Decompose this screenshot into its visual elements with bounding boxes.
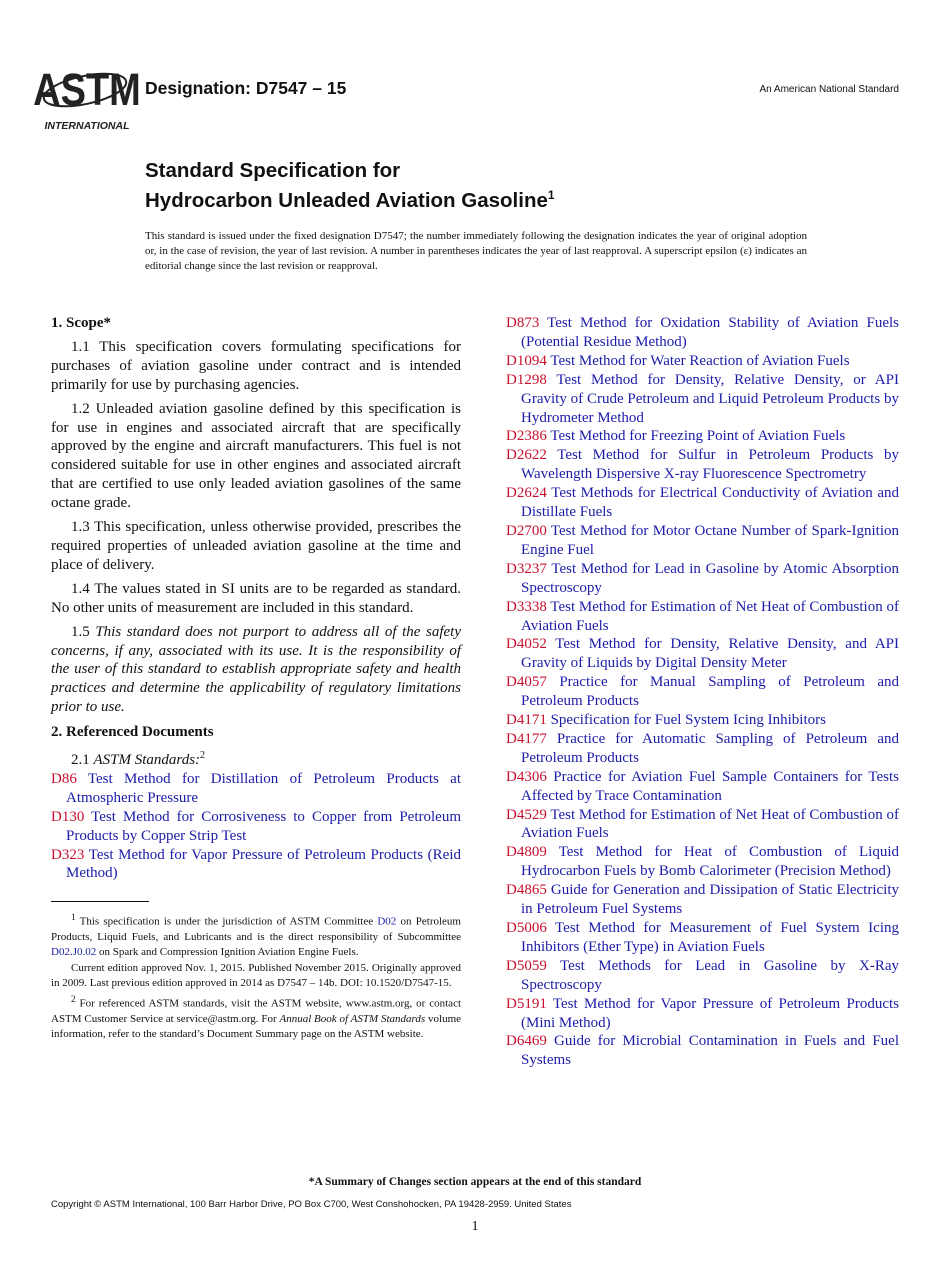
reference-code-link[interactable]: D4057 xyxy=(506,674,547,691)
reference-title-link[interactable]: Test Method for Distillation of Petroleum Products at Atmospheric Pressure xyxy=(66,770,461,806)
reference-title-link[interactable]: Test Method for Estimation of Net Heat of Combustion of Aviation Fuels xyxy=(521,598,899,634)
footnote-marker: 2 xyxy=(71,994,76,1005)
reference-item xyxy=(506,446,899,484)
intro-note: This standard is issued under the fixed designation D7547; the number immediately following the designation indicates the year of original adoption or, in the case of revision, the year of last revision. A number in parentheses indicates the year of last reapproval. A superscript epsilon (ε) indicates an editorial change since the last revision or reapproval. xyxy=(145,230,807,272)
reference-item xyxy=(506,1032,899,1070)
title-line1: Standard Specification for xyxy=(145,159,401,182)
footnote-text: on Petroleum Products, Liquid Fuels, and Lubricants and is the direct responsibility of Subcommittee xyxy=(51,916,461,944)
reference-title-link[interactable]: Test Method for Motor Octane Number of Spark-Ignition Engine Fuel xyxy=(521,522,899,558)
reference-code-link[interactable]: D5191 xyxy=(506,995,547,1012)
reference-code-link[interactable]: D4171 xyxy=(506,712,547,729)
reference-code-link[interactable]: D4177 xyxy=(506,730,547,747)
reference-code-link[interactable]: D4306 xyxy=(506,768,547,785)
reference-title-link[interactable]: Test Method for Corrosiveness to Copper from Petroleum Products by Copper Strip Test xyxy=(66,808,461,844)
reference-item xyxy=(506,919,899,957)
reference-code-link[interactable]: D5006 xyxy=(506,920,547,936)
committee-link[interactable]: D02 xyxy=(377,916,397,929)
reference-code-link[interactable]: D130 xyxy=(51,808,85,825)
reference-list xyxy=(51,770,461,883)
reference-item xyxy=(506,522,899,560)
reference-code-link[interactable]: D873 xyxy=(506,315,540,331)
reference-item xyxy=(506,957,899,995)
reference-code-link[interactable]: D4809 xyxy=(506,844,547,861)
title-line2 xyxy=(145,183,555,213)
astm-logo xyxy=(33,58,141,133)
reference-item xyxy=(506,881,899,919)
designation: Designation: D7547 – 15 xyxy=(145,78,347,98)
footnote-1 xyxy=(51,910,461,960)
reference-item xyxy=(51,808,461,846)
footnote-divider xyxy=(51,901,149,902)
reference-title-link[interactable]: Practice for Aviation Fuel Sample Containers for Tests Affected by Trace Contamination xyxy=(521,768,900,804)
reference-title-link[interactable]: Test Method for Freezing Point of Aviation Fuels xyxy=(550,428,846,445)
reference-title-link[interactable]: Test Methods for Electrical Conductivity of Aviation and Distillate Fuels xyxy=(521,485,899,521)
astm-standards-subheading xyxy=(51,747,461,770)
reference-title-link[interactable]: Test Methods for Lead in Gasoline by X-Ray Spectroscopy xyxy=(521,957,899,993)
scope-para: 1.2 Unleaded aviation gasoline defined by this specification is for use in engines and associated aircraft that are specifically approved by the engine and aircraft manufacturers. This fuel is not considered suitable for use in other engines and associated aircraft that are certified to use only leaded aviation gasolines of the same octane grade. xyxy=(51,400,461,512)
reference-list xyxy=(506,314,899,1070)
edition-note: Current edition approved Nov. 1, 2015. Published November 2015. Originally approved in 2009. Last previous edition approved in 2014 as D7547 – 14b. DOI: 10.1520/D7547-15. xyxy=(51,962,461,990)
footnote-2 xyxy=(51,992,461,1042)
reference-item xyxy=(506,711,899,730)
reference-item xyxy=(506,768,899,806)
reference-title-link[interactable]: Test Method for Vapor Pressure of Petroleum Products (Reid Method) xyxy=(66,846,461,882)
reference-title-link[interactable]: Test Method for Density, Relative Density, or API Gravity of Crude Petroleum and Liquid Petroleum Products by Hydrometer Method xyxy=(521,371,899,426)
footnote-text: on Spark and Compression Ignition Aviation Engine Fuels. xyxy=(98,946,359,959)
reference-item xyxy=(506,598,899,636)
reference-item xyxy=(506,673,899,711)
para-number: 1.5 xyxy=(71,623,90,640)
reference-item xyxy=(51,770,461,808)
scope-para: 1.4 The values stated in SI units are to be regarded as standard. No other units of measurement are included in this standard. xyxy=(51,580,461,616)
reference-item xyxy=(506,635,899,673)
reference-code-link[interactable]: D2622 xyxy=(506,447,547,464)
reference-item xyxy=(506,314,899,352)
summary-of-changes-note: *A Summary of Changes section appears at the end of this standard xyxy=(308,1176,642,1188)
footnote-ref[interactable]: 2 xyxy=(200,750,206,762)
reference-title-link[interactable]: Test Method for Water Reaction of Aviation Fuels xyxy=(550,352,850,369)
reference-title-link[interactable]: Practice for Automatic Sampling of Petroleum and Petroleum Products xyxy=(521,730,899,766)
reference-item xyxy=(51,846,461,884)
reference-item xyxy=(506,427,899,446)
reference-item xyxy=(506,806,899,844)
reference-title-link[interactable]: Specification for Fuel System Icing Inhibitors xyxy=(550,712,826,729)
reference-code-link[interactable]: D6469 xyxy=(506,1033,547,1050)
scope-para: 1.1 This specification covers formulating specifications for purchases of aviation gasoline under contract and is intended primarily for use by purchasing agencies. xyxy=(51,338,461,393)
national-standard-label: An American National Standard xyxy=(759,84,899,95)
reference-code-link[interactable]: D4529 xyxy=(506,806,547,823)
reference-code-link[interactable]: D323 xyxy=(51,846,85,863)
title-footnote-ref[interactable]: 1 xyxy=(547,188,555,202)
reference-item xyxy=(506,352,899,371)
reference-code-link[interactable]: D2624 xyxy=(506,485,547,502)
reference-item xyxy=(506,843,899,881)
reference-title-link[interactable]: Test Method for Measurement of Fuel System Icing Inhibitors (Ether Type) in Aviation Fuels xyxy=(521,920,899,955)
reference-title-link[interactable]: Test Method for Sulfur in Petroleum Products by Wavelength Dispersive X-ray Fluorescence Spectrometry xyxy=(521,447,899,483)
page-number: 1 xyxy=(471,1219,479,1234)
scope-para: 1.3 This specification, unless otherwise provided, prescribes the required properties of unleaded aviation gasoline at the time and place of delivery. xyxy=(51,519,461,573)
reference-code-link[interactable]: D4052 xyxy=(506,636,547,653)
footnote-text: For referenced ASTM standards, visit the ASTM website, www.astm.org, or contact ASTM Customer Service at service@astm.org. For xyxy=(51,997,462,1025)
reference-code-link[interactable]: D5059 xyxy=(506,957,547,974)
reference-item xyxy=(506,995,899,1033)
reference-title-link[interactable]: Test Method for Density, Relative Density, and API Gravity of Liquids by Digital Density Meter xyxy=(521,636,899,672)
reference-code-link[interactable]: D86 xyxy=(51,770,77,787)
subcommittee-link[interactable]: D02.J0.02 xyxy=(51,946,97,959)
title-text: Hydrocarbon Unleaded Aviation Gasoline xyxy=(145,188,548,212)
reference-item xyxy=(506,730,899,768)
footnote-text: This specification is under the jurisdiction of ASTM Committee xyxy=(79,916,374,929)
reference-title-link[interactable]: Practice for Manual Sampling of Petroleum and Petroleum Products xyxy=(521,674,899,710)
reference-title-link[interactable]: Test Method for Oxidation Stability of Aviation Fuels (Potential Residue Method) xyxy=(521,315,900,350)
reference-item xyxy=(506,484,899,522)
reference-code-link[interactable]: D2700 xyxy=(506,522,547,539)
refdocs-heading: 2. Referenced Documents xyxy=(51,724,214,741)
reference-code-link[interactable]: D3338 xyxy=(506,598,547,615)
copyright: Copyright © ASTM International, 100 Barr Harbor Drive, PO Box C700, West Conshohocken, PA 19428-2959. United States xyxy=(51,1199,572,1210)
footnote-marker: 1 xyxy=(71,912,76,923)
reference-title-link[interactable]: Guide for Microbial Contamination in Fuels and Fuel Systems xyxy=(521,1033,899,1069)
reference-title-link[interactable]: Test Method for Estimation of Net Heat of Combustion of Aviation Fuels xyxy=(521,806,899,842)
reference-item xyxy=(506,560,899,598)
reference-title-link[interactable]: Test Method for Lead in Gasoline by Atomic Absorption Spectroscopy xyxy=(521,560,900,596)
svg-text:INTERNATIONAL: INTERNATIONAL xyxy=(44,120,130,132)
reference-title-link[interactable]: Guide for Generation and Dissipation of Static Electricity in Petroleum Fuel Systems xyxy=(521,882,899,918)
svg-text:ASTM: ASTM xyxy=(33,63,141,115)
reference-code-link[interactable]: D4865 xyxy=(506,882,547,899)
reference-title-link[interactable]: Test Method for Heat of Combustion of Liquid Hydrocarbon Fuels by Bomb Calorimeter (Precision Method) xyxy=(521,844,899,880)
reference-code-link[interactable]: D2386 xyxy=(506,428,547,445)
scope-para-safety xyxy=(51,623,461,718)
safety-text: This standard does not purport to address all of the safety concerns, if any, associated with its use. It is the responsibility of the user of this standard to establish appropriate safety and health practices and determine the applicability of regulatory limitations prior to use. xyxy=(51,623,462,716)
reference-code-link[interactable]: D1094 xyxy=(506,352,547,369)
footnote-italic: Annual Book of ASTM Standards xyxy=(279,1012,426,1025)
reference-title-link[interactable]: Test Method for Vapor Pressure of Petroleum Products (Mini Method) xyxy=(521,995,899,1031)
sub-label: ASTM Standards: xyxy=(93,752,201,769)
reference-code-link[interactable]: D1298 xyxy=(506,371,547,388)
reference-code-link[interactable]: D3237 xyxy=(506,560,547,577)
left-column xyxy=(51,314,461,1043)
para-number: 2.1 xyxy=(71,752,90,769)
scope-heading: 1. Scope* xyxy=(51,315,111,331)
reference-item xyxy=(506,371,899,428)
footnote-text: volume information, refer to the standard’s Document Summary page on the ASTM website. xyxy=(51,1012,462,1040)
page-title xyxy=(145,158,555,213)
right-column xyxy=(506,314,899,1070)
